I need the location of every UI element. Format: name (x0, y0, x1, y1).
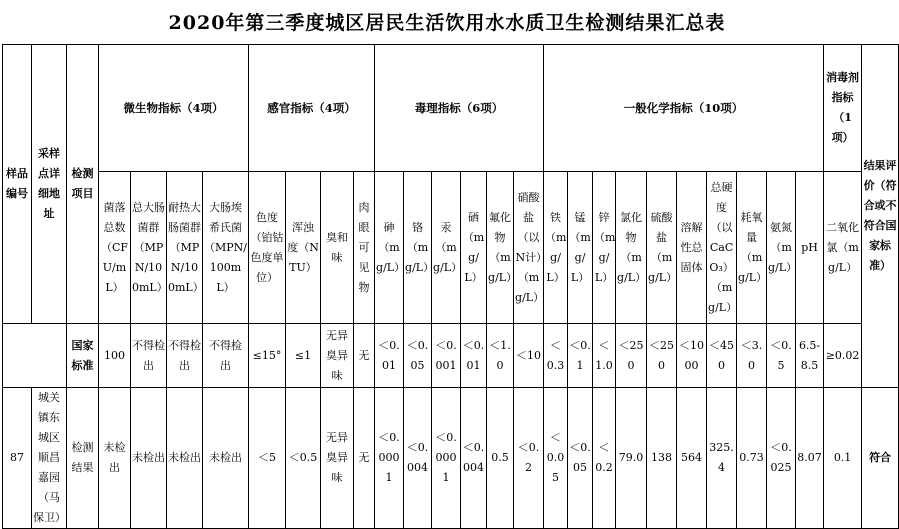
result-value: ＜0.004 (461, 388, 487, 529)
standard-value: ＜0.01 (375, 324, 404, 388)
column-header: 浑浊度（NTU） (286, 172, 321, 324)
standard-value: ＜0.3 (544, 324, 568, 388)
column-header: 砷（mg/L） (375, 172, 404, 324)
standard-value: ＜0.1 (568, 324, 593, 388)
result-value: ＜0.2 (514, 388, 544, 529)
standard-value: ＜0.01 (461, 324, 487, 388)
column-header: 总硬度（以CaCO₃）（mg/L） (707, 172, 737, 324)
column-header: 溶解性总固体 (677, 172, 707, 324)
eval-header: 结果评价（符合或不符合国家标准） (862, 45, 899, 388)
result-value: ＜0.5 (286, 388, 321, 529)
result-value: 8.07 (796, 388, 824, 529)
column-header: 总大肠菌群（MPN/100mL） (131, 172, 167, 324)
column-header: 耗氧量（mg/L） (737, 172, 767, 324)
result-value: 325.4 (707, 388, 737, 529)
result-value: 无异臭异味 (321, 388, 354, 529)
result-value: 79.0 (616, 388, 647, 529)
water-quality-table (2, 44, 899, 529)
result-value: 未检出 (99, 388, 131, 529)
standard-value: 不得检出 (131, 324, 167, 388)
result-value: 未检出 (131, 388, 167, 529)
result-value: 0.5 (487, 388, 514, 529)
result-value: 0.1 (824, 388, 862, 529)
standard-value: 不得检出 (203, 324, 249, 388)
column-header: 臭和味 (321, 172, 354, 324)
standard-value: ＜0.001 (432, 324, 461, 388)
result-value: 564 (677, 388, 707, 529)
result-value: ＜0.0001 (432, 388, 461, 529)
standard-value: ＜1.0 (487, 324, 514, 388)
standard-value: 6.5-8.5 (796, 324, 824, 388)
column-header: 氨氮（mg/L） (767, 172, 796, 324)
column-header: 大肠埃希氏菌（MPN/100mL） (203, 172, 249, 324)
column-header: 硝酸盐（以N计）（mg/L） (514, 172, 544, 324)
column-header: 菌落总数（CFU/mL） (99, 172, 131, 324)
column-header: 色度（铂钴色度单位） (249, 172, 286, 324)
standard-value: ＜0.05 (404, 324, 432, 388)
column-header: 铁（mg/L） (544, 172, 568, 324)
disinfect-group-header: 消毒剂指标（1项） (824, 45, 862, 172)
result-value: ＜5 (249, 388, 286, 529)
evaluation-result: 符合 (862, 388, 899, 529)
result-value: 138 (647, 388, 677, 529)
column-header: 二氧化氯（mg/L） (824, 172, 862, 324)
result-value: ＜0.05 (544, 388, 568, 529)
result-value: 无 (354, 388, 375, 529)
standard-value: ＜1000 (677, 324, 707, 388)
result-label: 检测结果 (67, 388, 99, 529)
column-header: 硫酸盐（mg/L） (647, 172, 677, 324)
column-header: 锰（mg/L） (568, 172, 593, 324)
standard-value: ＜3.0 (737, 324, 767, 388)
column-header: 硒（mg/L） (461, 172, 487, 324)
standard-value: ＜10 (514, 324, 544, 388)
blank-cell (3, 324, 67, 388)
standard-value: 无异臭异味 (321, 324, 354, 388)
location-header: 采样点详细地址 (32, 45, 67, 324)
column-header: 氯化物（mg/L） (616, 172, 647, 324)
standard-value: ＜450 (707, 324, 737, 388)
column-header: 氟化物（mg/L） (487, 172, 514, 324)
general-group-header: 一般化学指标（10项） (544, 45, 824, 172)
standard-value: ＜250 (616, 324, 647, 388)
standard-value: 无 (354, 324, 375, 388)
standard-value: 不得检出 (167, 324, 203, 388)
toxic-group-header: 毒理指标（6项） (375, 45, 544, 172)
column-header: 锌（mg/L） (593, 172, 616, 324)
standard-value: ≤15° (249, 324, 286, 388)
standard-value: ＜1.0 (593, 324, 616, 388)
sample-no: 87 (3, 388, 32, 529)
column-header: 铬（mg/L） (404, 172, 432, 324)
page-title: 2020年第三季度城区居民生活饮用水水质卫生检测结果汇总表 (168, 12, 726, 34)
result-value: ＜0.004 (404, 388, 432, 529)
result-value: 0.73 (737, 388, 767, 529)
sample-location: 城关镇东城区顺昌嘉园（马保卫） (32, 388, 67, 529)
standard-value: ≥0.02 (824, 324, 862, 388)
result-value: ＜0.025 (767, 388, 796, 529)
sample-no-header: 样品编号 (3, 45, 32, 324)
column-header: 汞（mg/L） (432, 172, 461, 324)
column-header: pH (796, 172, 824, 324)
standard-value: ＜0.5 (767, 324, 796, 388)
standard-label: 国家标准 (67, 324, 99, 388)
item-header: 检测项目 (67, 45, 99, 324)
result-value: ＜0.2 (593, 388, 616, 529)
micro-group-header: 微生物指标（4项） (99, 45, 249, 172)
column-header: 肉眼可见物 (354, 172, 375, 324)
standard-value: ＜250 (647, 324, 677, 388)
result-value: ＜0.05 (568, 388, 593, 529)
standard-value: 100 (99, 324, 131, 388)
column-header: 耐热大肠菌群（MPN/100mL） (167, 172, 203, 324)
result-value: 未检出 (167, 388, 203, 529)
sensory-group-header: 感官指标（4项） (249, 45, 375, 172)
result-value: 未检出 (203, 388, 249, 529)
standard-value: ≤1 (286, 324, 321, 388)
result-value: ＜0.0001 (375, 388, 404, 529)
